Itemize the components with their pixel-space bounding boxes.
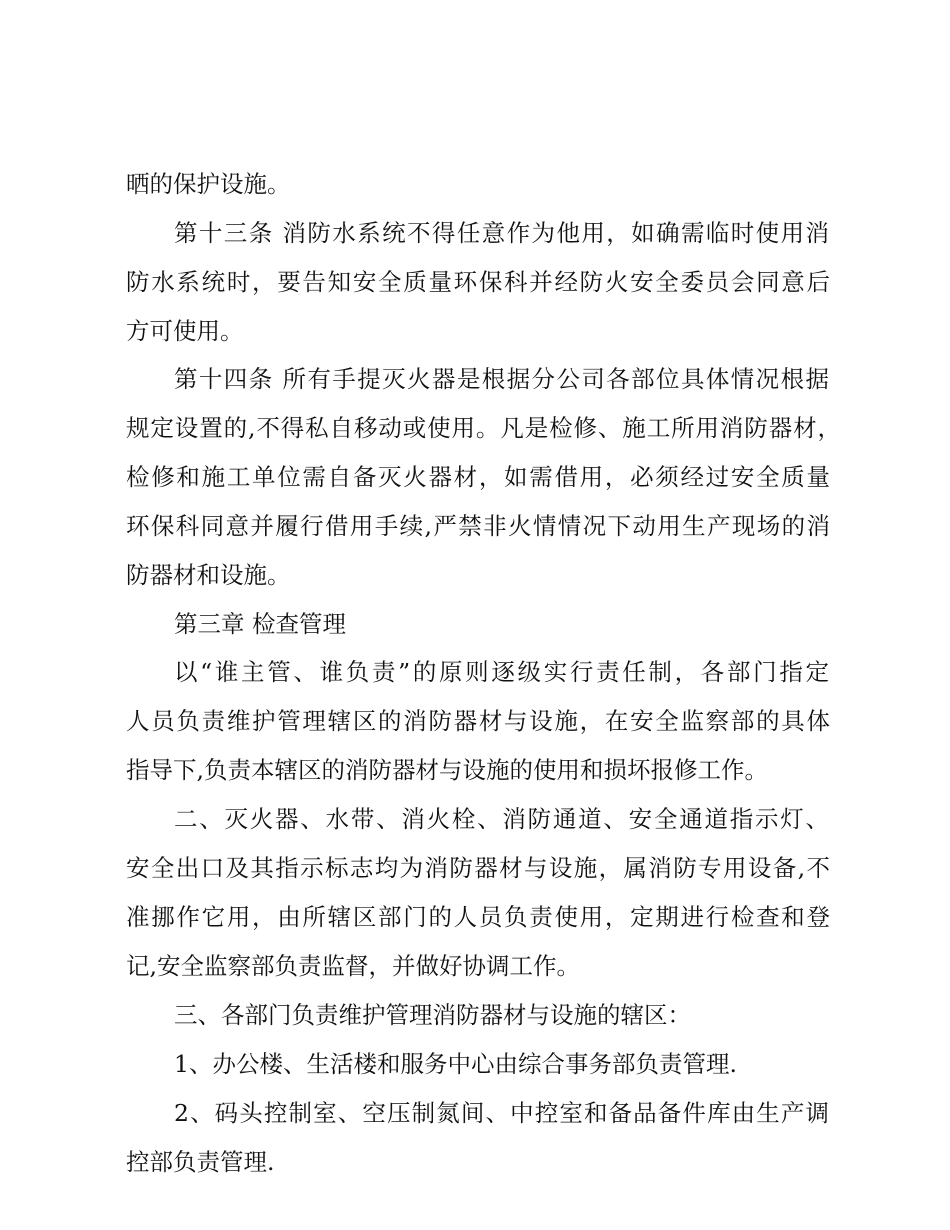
text-line: 三、各部门负责维护管理消防器材与设施的辖区：: [174, 1001, 691, 1029]
text-line: 人员负责维护管理辖区的消防器材与设施，在安全监察部的具体: [126, 707, 830, 735]
text-line: 二、灭火器、水带、消火栓、消防通道、安全通道指示灯、: [174, 805, 829, 833]
text-line: 指导下,负责本辖区的消防器材与设施的使用和损坏报修工作。: [126, 756, 768, 784]
text-line: 环保科同意并履行借用手续,严禁非火情情况下动用生产现场的消: [126, 512, 830, 540]
text-line: 记,安全监察部负责监督，并做好协调工作。: [126, 952, 580, 980]
text-line: 规定设置的,不得私自移动或使用。凡是检修、施工所用消防器材，: [126, 414, 841, 442]
chapter-heading: 第三章 检查管理: [174, 610, 346, 638]
text-line: 准挪作它用，由所辖区部门的人员负责使用，定期进行检查和登: [126, 903, 830, 931]
text-line: 晒的保护设施。: [126, 170, 291, 198]
text-line: 安全出口及其指示标志均为消防器材与设施，属消防专用设备,不: [126, 854, 830, 882]
text-line: 检修和施工单位需自备灭火器材，如需借用，必须经过安全质量: [126, 463, 830, 491]
text-line: 方可使用。: [126, 317, 244, 345]
article-14-line: 第十四条 所有手提灭火器是根据分公司各部位具体情况根据: [174, 365, 829, 393]
text-line: 控部负责管理.: [126, 1148, 275, 1176]
text-line: 以“谁主管、谁负责”的原则逐级实行责任制，各部门指定: [174, 658, 829, 686]
list-item: 1、办公楼、生活楼和服务中心由综合事务部负责管理.: [174, 1050, 737, 1078]
list-item: 2、码头控制室、空压制氮间、中控室和备品备件库由生产调: [174, 1099, 829, 1127]
text-line: 防器材和设施。: [126, 561, 291, 589]
text-line: 防水系统时，要告知安全质量环保科并经防火安全委员会同意后: [126, 268, 830, 296]
article-13-line: 第十三条 消防水系统不得任意作为他用，如确需临时使用消: [174, 219, 829, 247]
